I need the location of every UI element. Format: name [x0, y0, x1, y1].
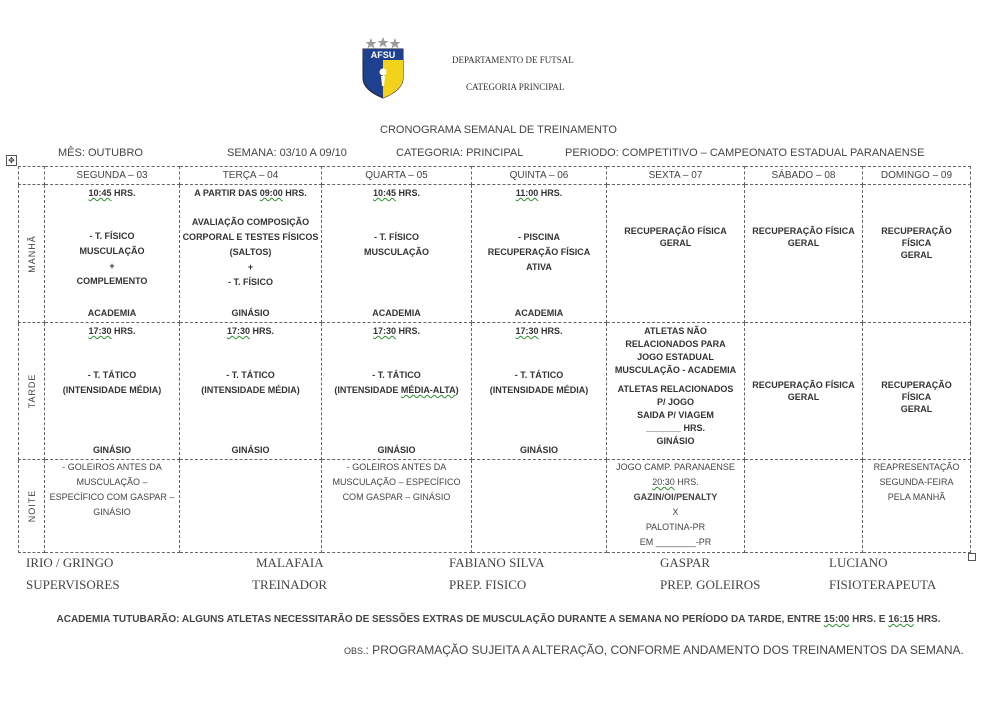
- noite-qua: - GOLEIROS ANTES DA MUSCULAÇÃO – ESPECÍFICO COM GASPAR – GINÁSIO: [332, 462, 461, 502]
- staff-name: MALAFAIA: [256, 555, 324, 570]
- noite-seg: - GOLEIROS ANTES DA MUSCULAÇÃO – ESPECÍFICO COM GASPAR – GINÁSIO: [49, 462, 175, 517]
- staff-name: GASPAR: [660, 555, 711, 570]
- noite-qui: [472, 460, 606, 552]
- category-title: CATEGORIA PRINCIPAL: [466, 82, 565, 92]
- staff-name: IRIO / GRINGO: [26, 555, 114, 570]
- noite-row: [19, 460, 971, 553]
- tarde-ter: 17:30 HRS. - T. TÁTICO (INTENSIDADE MÉDIA) GINÁSIO: [201, 326, 300, 455]
- afsu-logo: [360, 36, 406, 100]
- page-title: CRONOGRAMA SEMANAL DE TREINAMENTO: [380, 124, 617, 136]
- staff-role: PREP. GOLEIROS: [660, 577, 761, 592]
- tarde-seg: 17:30 HRS. - T. TÁTICO (INTENSIDADE MÉDIA) GINÁSIO: [62, 326, 162, 455]
- staff-role: PREP. FISICO: [449, 577, 527, 592]
- day-header: SÁBADO – 08: [745, 167, 863, 185]
- manha-sex: RECUPERAÇÃO FÍSICA GERAL: [624, 226, 727, 248]
- day-header: QUARTA – 05: [322, 167, 472, 185]
- tarde-sab: RECUPERAÇÃO FÍSICA GERAL: [752, 380, 855, 402]
- manha-qui: 11:00 HRS. - PISCINA RECUPERAÇÃO FÍSICA ATIVA ACADEMIA: [487, 188, 591, 318]
- period-label-tarde: TARDE: [19, 323, 45, 460]
- manha-ter: A PARTIR DAS 09:00 HRS. AVALIAÇÃO COMPOSIÇÃO CORPORAL E TESTES FÍSICOS (SALTOS) + - T. FÍSICO GINÁSIO: [182, 188, 319, 318]
- day-header: DOMINGO – 09: [863, 167, 971, 185]
- academia-note: ACADEMIA TUTUBARÃO: ALGUNS ATLETAS NECESSITARÃO DE SESSÕES EXTRAS DE MUSCULAÇÃO DURANTE A SEMANA NO PERÍODO DA TARDE, ENTRE 15:00 HRS. E 16:15 HRS.: [56, 614, 941, 625]
- tarde-qua: 17:30 HRS. - T. TÁTICO (INTENSIDADE MÉDIA-ALTA) GINÁSIO: [334, 326, 459, 455]
- noite-ter: [180, 460, 321, 552]
- noite-dom: REAPRESENTAÇÃO SEGUNDA-FEIRA PELA MANHÃ: [873, 462, 960, 502]
- manha-sab: RECUPERAÇÃO FÍSICA GERAL: [752, 226, 855, 248]
- day-header: SEGUNDA – 03: [45, 167, 180, 185]
- period-label: PERIODO: COMPETITIVO – CAMPEONATO ESTADUAL PARANAENSE: [565, 147, 925, 159]
- month-label: MÊS: OUTUBRO: [58, 147, 143, 159]
- manha-row: [19, 185, 971, 323]
- staff-role: TREINADOR: [252, 577, 328, 592]
- table-move-handle-icon[interactable]: ✥: [6, 155, 17, 166]
- manha-qua: 10:45 HRS. - T. FÍSICO MUSCULAÇÃO ACADEMIA: [364, 188, 429, 318]
- tarde-row: [19, 323, 971, 460]
- table-resize-handle[interactable]: [968, 553, 976, 561]
- day-header: QUINTA – 06: [472, 167, 607, 185]
- noite-sex: JOGO CAMP. PARANAENSE 20:30 HRS. GAZIN/OI/PENALTY X PALOTINA-PR EM ________-PR: [616, 462, 735, 547]
- staff-role: FISIOTERAPEUTA: [829, 577, 937, 592]
- tarde-dom: RECUPERAÇÃO FÍSICA GERAL: [881, 380, 952, 414]
- obs-note: OBS.: PROGRAMAÇÃO SUJEITA A ALTERAÇÃO, CONFORME ANDAMENTO DOS TREINAMENTOS DA SEMANA.: [344, 643, 964, 657]
- day-header: SEXTA – 07: [607, 167, 745, 185]
- logo-text: AFSU: [370, 50, 396, 60]
- tarde-sex: ATLETAS NÃO RELACIONADOS PARA JOGO ESTADUAL MUSCULAÇÃO - ACADEMIA ATLETAS RELACIONADOS P/ JOGO SAIDA P/ VIAGEM _______ HRS. GINÁSIO: [614, 326, 737, 446]
- period-label-noite: NOITE: [19, 460, 45, 553]
- week-label: SEMANA: 03/10 A 09/10: [227, 147, 347, 159]
- staff-name: FABIANO SILVA: [449, 555, 545, 570]
- period-label-manha: MANHÃ: [19, 185, 45, 323]
- schedule-table: [18, 166, 971, 553]
- day-header: TERÇA – 04: [180, 167, 322, 185]
- category-label: CATEGORIA: PRINCIPAL: [396, 147, 524, 159]
- staff-role: SUPERVISORES: [26, 577, 120, 592]
- noite-sab: [745, 460, 862, 552]
- staff-name: LUCIANO: [829, 555, 888, 570]
- days-header-row: [19, 167, 971, 185]
- department-title: DEPARTAMENTO DE FUTSAL: [452, 55, 574, 65]
- tarde-qui: 17:30 HRS. - T. TÁTICO (INTENSIDADE MÉDIA) GINÁSIO: [489, 326, 589, 455]
- manha-dom: RECUPERAÇÃO FÍSICA GERAL: [881, 226, 952, 260]
- corner-cell: [19, 167, 45, 185]
- manha-seg: 10:45 HRS. - T. FÍSICO MUSCULAÇÃO + COMPLEMENTO ACADEMIA: [76, 188, 148, 318]
